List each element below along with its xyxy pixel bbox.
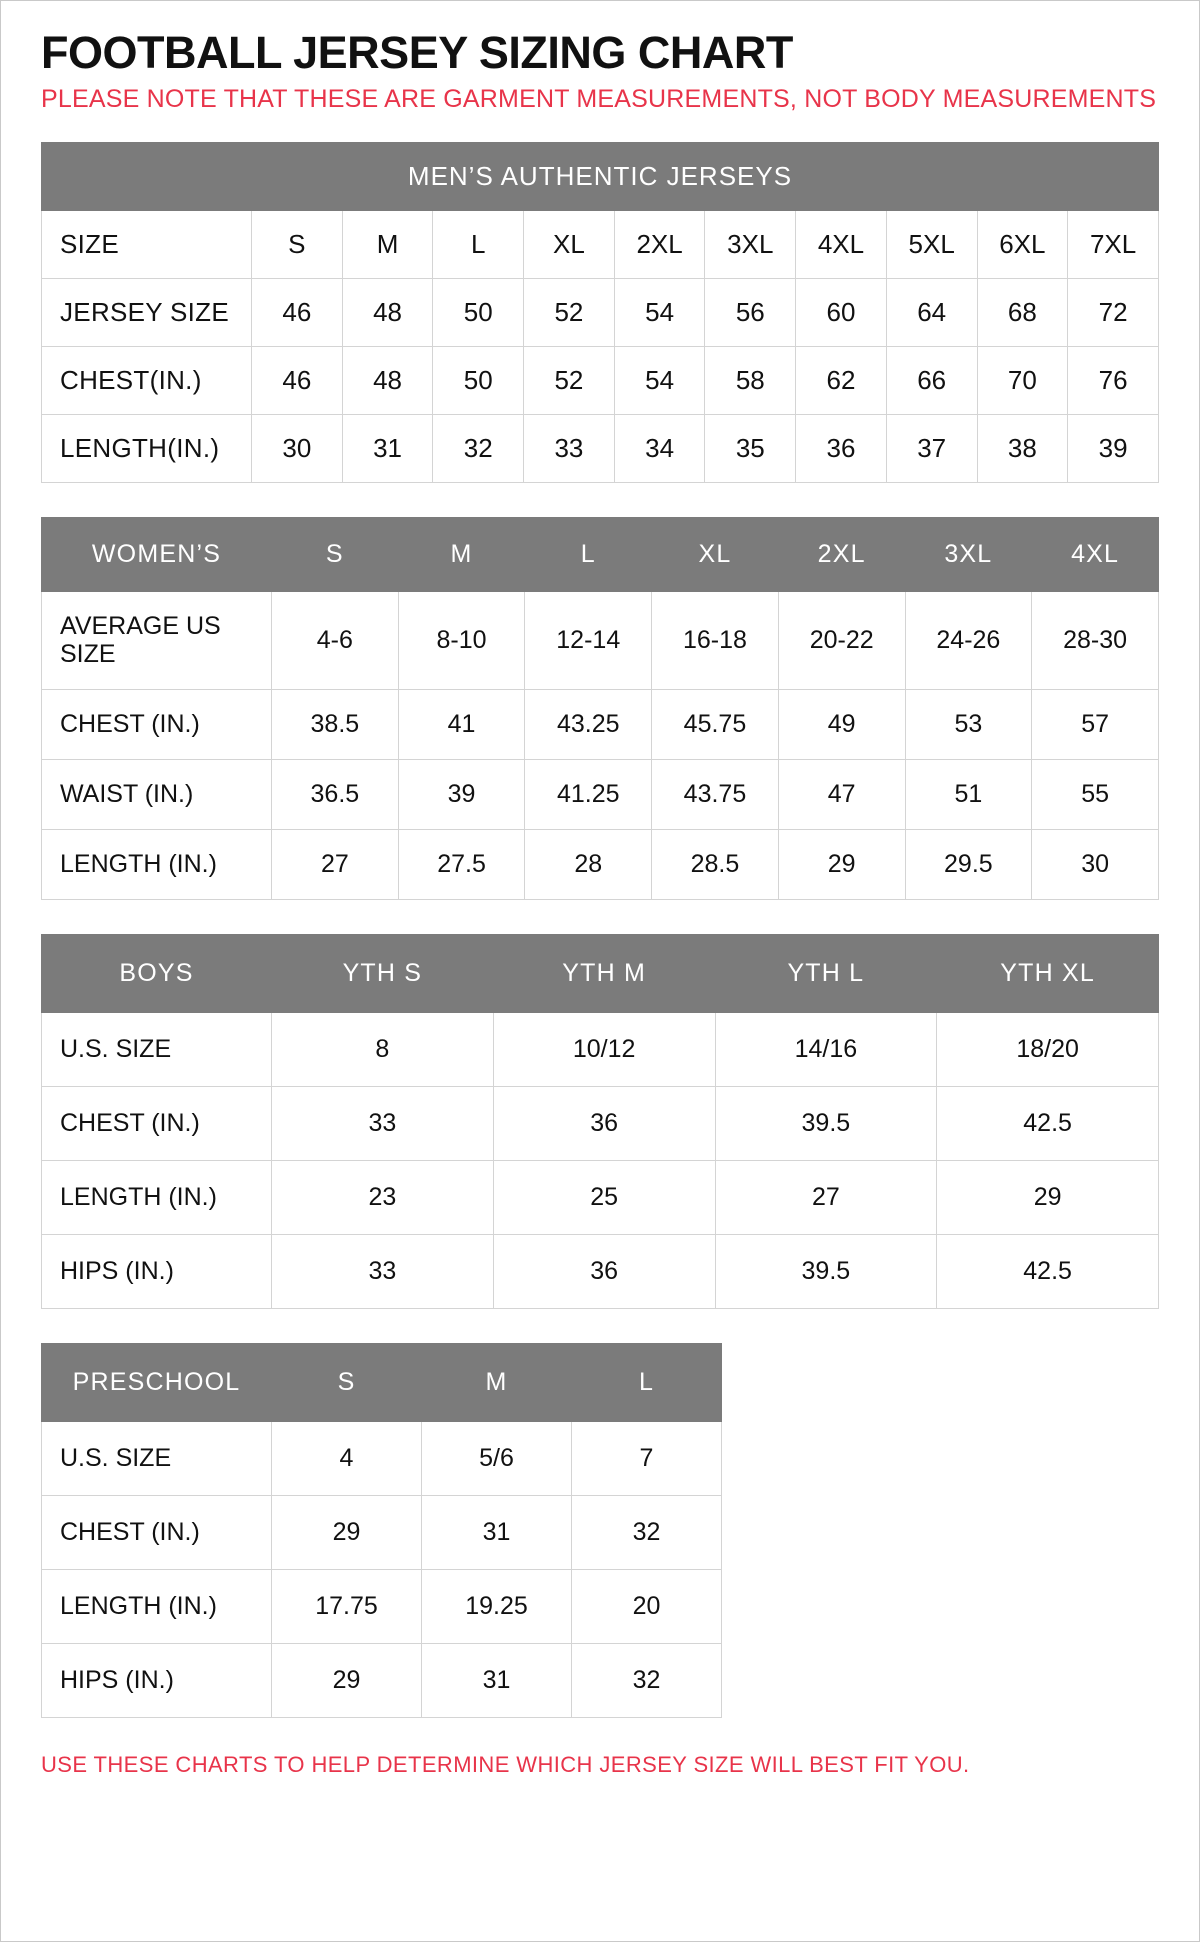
- row-label: AVERAGE US SIZE: [42, 591, 272, 690]
- cell: 70: [977, 346, 1068, 414]
- cell: 27: [715, 1161, 937, 1235]
- cell: 58: [705, 346, 796, 414]
- cell: 39: [1068, 414, 1159, 482]
- boys-jerseys-table: [41, 934, 1159, 1309]
- cell: 43.75: [652, 760, 779, 830]
- cell: 35: [705, 414, 796, 482]
- column-header: XL: [652, 517, 779, 591]
- table-row: [42, 1013, 1159, 1087]
- footer-note: USE THESE CHARTS TO HELP DETERMINE WHICH JERSEY SIZE WILL BEST FIT YOU.: [41, 1752, 970, 1777]
- cell: 10/12: [493, 1013, 715, 1087]
- cell: 48: [342, 278, 433, 346]
- row-label: U.S. SIZE: [42, 1013, 272, 1087]
- cell: 8: [272, 1013, 494, 1087]
- cell: 29: [778, 830, 905, 900]
- cell: 42.5: [937, 1087, 1159, 1161]
- column-header: YTH M: [493, 935, 715, 1013]
- cell: 16-18: [652, 591, 779, 690]
- cell: 29.5: [905, 830, 1032, 900]
- cell: 31: [422, 1496, 572, 1570]
- cell: 6XL: [977, 210, 1068, 278]
- cell: M: [342, 210, 433, 278]
- cell: 66: [886, 346, 977, 414]
- cell: 48: [342, 346, 433, 414]
- cell: 24-26: [905, 591, 1032, 690]
- table-row-mens-banner: [42, 142, 1159, 210]
- column-header: YTH XL: [937, 935, 1159, 1013]
- table-row: [42, 1496, 1159, 1570]
- cell: 45.75: [652, 690, 779, 760]
- preschool-jerseys-table: [41, 1343, 1159, 1718]
- cell: 25: [493, 1161, 715, 1235]
- cell: L: [433, 210, 524, 278]
- cell: 43.25: [525, 690, 652, 760]
- cell: 27.5: [398, 830, 525, 900]
- column-header: S: [272, 1344, 422, 1422]
- row-label: HIPS (IN.): [42, 1235, 272, 1309]
- cell: 37: [886, 414, 977, 482]
- cell: 36: [796, 414, 887, 482]
- cell: 4XL: [796, 210, 887, 278]
- cell: 28.5: [652, 830, 779, 900]
- cell: 4: [272, 1422, 422, 1496]
- cell: 7: [572, 1422, 722, 1496]
- cell: 53: [905, 690, 1032, 760]
- cell: 19.25: [422, 1570, 572, 1644]
- mens-banner-label: MEN’S AUTHENTIC JERSEYS: [42, 142, 1159, 210]
- column-header: S: [272, 517, 399, 591]
- cell: 33: [272, 1235, 494, 1309]
- cell: 23: [272, 1161, 494, 1235]
- column-header: 4XL: [1032, 517, 1159, 591]
- boys-header-label: BOYS: [42, 935, 272, 1013]
- table-row: [42, 1644, 1159, 1718]
- cell: 46: [252, 346, 343, 414]
- cell: 30: [1032, 830, 1159, 900]
- cell: 18/20: [937, 1013, 1159, 1087]
- cell: 56: [705, 278, 796, 346]
- table-row: [42, 1570, 1159, 1644]
- table-row: [42, 1422, 1159, 1496]
- cell: 8-10: [398, 591, 525, 690]
- cell: 4-6: [272, 591, 399, 690]
- cell: 31: [422, 1644, 572, 1718]
- column-header: M: [398, 517, 525, 591]
- cell: 50: [433, 278, 524, 346]
- cell: 41.25: [525, 760, 652, 830]
- cell: 62: [796, 346, 887, 414]
- cell: 39: [398, 760, 525, 830]
- cell: 39.5: [715, 1235, 937, 1309]
- table-row: [42, 591, 1159, 690]
- table-row: [42, 278, 1159, 346]
- cell: 57: [1032, 690, 1159, 760]
- cell: 51: [905, 760, 1032, 830]
- cell: 32: [572, 1496, 722, 1570]
- cell: 7XL: [1068, 210, 1159, 278]
- cell: 54: [614, 278, 705, 346]
- mens-authentic-jerseys-table: [41, 142, 1159, 483]
- column-header: YTH S: [272, 935, 494, 1013]
- cell: 36: [493, 1087, 715, 1161]
- column-header: L: [572, 1344, 722, 1422]
- garment-measurement-note: PLEASE NOTE THAT THESE ARE GARMENT MEASUREMENTS, NOT BODY MEASUREMENTS: [41, 85, 1157, 114]
- cell: 29: [272, 1644, 422, 1718]
- page-title: FOOTBALL JERSEY SIZING CHART: [41, 27, 793, 78]
- cell: 36: [493, 1235, 715, 1309]
- row-label: CHEST(IN.): [42, 346, 252, 414]
- row-label: HIPS (IN.): [42, 1644, 272, 1718]
- cell: 54: [614, 346, 705, 414]
- table-row: [42, 1235, 1159, 1309]
- cell: 27: [272, 830, 399, 900]
- cell: 64: [886, 278, 977, 346]
- row-label: CHEST (IN.): [42, 1087, 272, 1161]
- cell: 3XL: [705, 210, 796, 278]
- row-label: LENGTH (IN.): [42, 1161, 272, 1235]
- table-row: [42, 760, 1159, 830]
- cell: 12-14: [525, 591, 652, 690]
- cell: 2XL: [614, 210, 705, 278]
- cell: 14/16: [715, 1013, 937, 1087]
- cell: 20-22: [778, 591, 905, 690]
- cell: 29: [937, 1161, 1159, 1235]
- table-row-womens-header: [42, 517, 1159, 591]
- cell: 72: [1068, 278, 1159, 346]
- cell: 32: [433, 414, 524, 482]
- cell: 52: [524, 346, 615, 414]
- cell: 55: [1032, 760, 1159, 830]
- row-label: CHEST (IN.): [42, 1496, 272, 1570]
- row-label: WAIST (IN.): [42, 760, 272, 830]
- column-header: 3XL: [905, 517, 1032, 591]
- table-row: [42, 1161, 1159, 1235]
- cell: 42.5: [937, 1235, 1159, 1309]
- table-row-preschool-header: [42, 1344, 1159, 1422]
- cell: 33: [272, 1087, 494, 1161]
- cell: 36.5: [272, 760, 399, 830]
- womens-jerseys-table: [41, 517, 1159, 901]
- column-header: 2XL: [778, 517, 905, 591]
- cell: 17.75: [272, 1570, 422, 1644]
- cell: 34: [614, 414, 705, 482]
- cell: 68: [977, 278, 1068, 346]
- table-row: [42, 210, 1159, 278]
- row-label: LENGTH (IN.): [42, 830, 272, 900]
- table-row: [42, 414, 1159, 482]
- row-label: U.S. SIZE: [42, 1422, 272, 1496]
- row-label: LENGTH (IN.): [42, 1570, 272, 1644]
- cell: 29: [272, 1496, 422, 1570]
- column-header: YTH L: [715, 935, 937, 1013]
- table-row: [42, 1087, 1159, 1161]
- cell: 39.5: [715, 1087, 937, 1161]
- cell: 49: [778, 690, 905, 760]
- preschool-header-label: PRESCHOOL: [42, 1344, 272, 1422]
- cell: 38: [977, 414, 1068, 482]
- cell: 50: [433, 346, 524, 414]
- cell: 76: [1068, 346, 1159, 414]
- cell: 46: [252, 278, 343, 346]
- row-label: LENGTH(IN.): [42, 414, 252, 482]
- row-label: SIZE: [42, 210, 252, 278]
- cell: 60: [796, 278, 887, 346]
- cell: XL: [524, 210, 615, 278]
- cell: S: [252, 210, 343, 278]
- womens-header-label: WOMEN’S: [42, 517, 272, 591]
- table-row: [42, 830, 1159, 900]
- cell: 38.5: [272, 690, 399, 760]
- cell: 28: [525, 830, 652, 900]
- cell: 20: [572, 1570, 722, 1644]
- cell: 41: [398, 690, 525, 760]
- cell: 52: [524, 278, 615, 346]
- cell: 5XL: [886, 210, 977, 278]
- table-row: [42, 690, 1159, 760]
- row-label: CHEST (IN.): [42, 690, 272, 760]
- table-row: [42, 346, 1159, 414]
- cell: 32: [572, 1644, 722, 1718]
- cell: 28-30: [1032, 591, 1159, 690]
- cell: 5/6: [422, 1422, 572, 1496]
- row-label: JERSEY SIZE: [42, 278, 252, 346]
- column-header: M: [422, 1344, 572, 1422]
- cell: 30: [252, 414, 343, 482]
- table-row-boys-header: [42, 935, 1159, 1013]
- cell: 33: [524, 414, 615, 482]
- cell: 47: [778, 760, 905, 830]
- column-header: L: [525, 517, 652, 591]
- cell: 31: [342, 414, 433, 482]
